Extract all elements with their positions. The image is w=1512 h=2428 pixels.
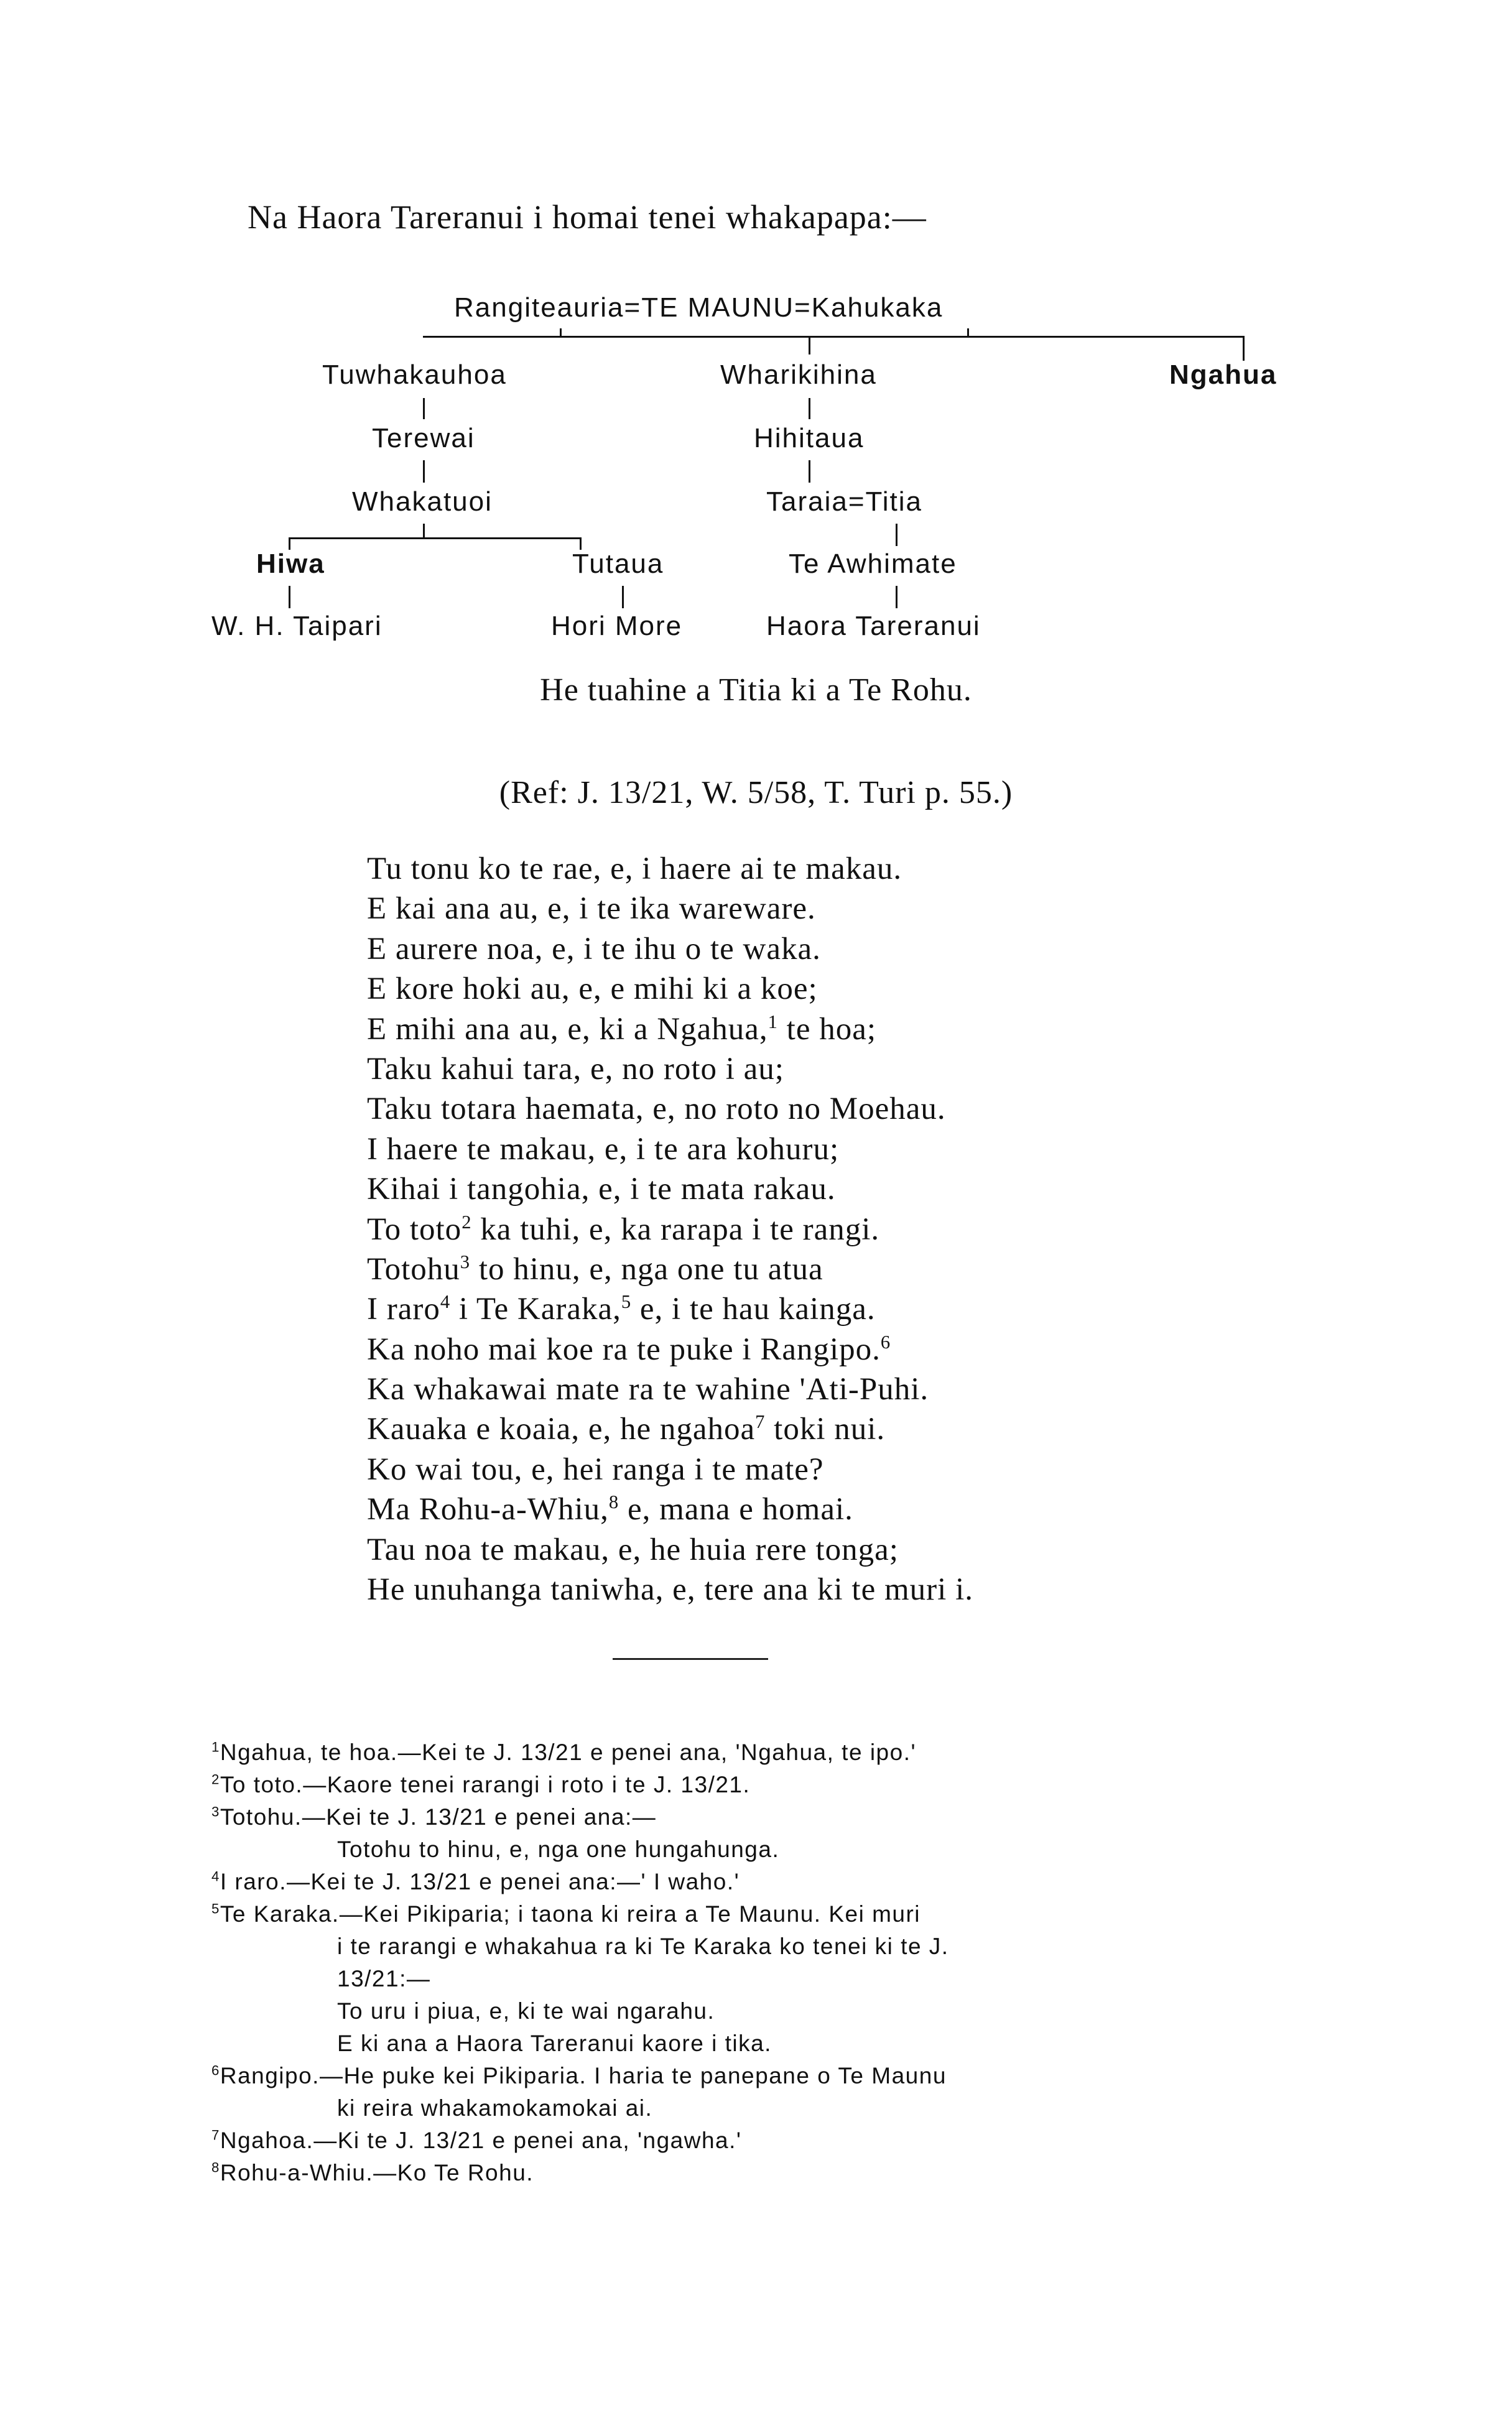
descent-line xyxy=(809,336,810,354)
footnote-text: To uru i piua, e, ki te wai ngarahu. xyxy=(337,1998,715,2024)
footnote-text: E ki ana a Haora Tareranui kaore i tika. xyxy=(337,2031,772,2056)
person-taraia-titia: Taraia=Titia xyxy=(766,486,923,517)
footnote xyxy=(211,1801,949,1833)
person-haora-tareranui: Haora Tareranui xyxy=(766,611,981,641)
poem-text: I raro xyxy=(367,1292,440,1327)
person-terewai: Terewai xyxy=(372,423,475,453)
footnotes xyxy=(211,1736,949,2189)
poem-line xyxy=(367,1490,973,1529)
descent-line xyxy=(423,524,425,537)
descent-line xyxy=(809,460,810,483)
footnote-marker: 4 xyxy=(440,1291,451,1313)
footnote xyxy=(211,1866,949,1898)
poem-line xyxy=(367,1009,973,1049)
section-divider xyxy=(613,1658,768,1660)
poem-line: Tau noa te makau, e, he huia rere tonga; xyxy=(367,1532,899,1567)
poem-line: Ko wai tou, e, hei ranga i te mate? xyxy=(367,1452,824,1487)
poem-line xyxy=(367,1330,973,1369)
descent-line xyxy=(967,328,969,337)
poem-line: He unuhanga taniwha, e, tere ana ki te muri i. xyxy=(367,1572,973,1608)
footnote xyxy=(211,1898,949,1930)
footnote xyxy=(211,2124,949,2157)
poem-text: e, mana e homai. xyxy=(619,1492,853,1527)
footnote-text: 13/21:— xyxy=(337,1966,431,1991)
footnote-continuation xyxy=(211,1963,949,1995)
footnote-marker: 4 xyxy=(211,1868,220,1884)
poem-line xyxy=(367,1289,973,1329)
footnote-marker: 1 xyxy=(211,1739,220,1755)
person-w-h-taipari: W. H. Taipari xyxy=(211,611,383,641)
descent-line xyxy=(809,398,810,419)
poem-text: Kauaka e koaia, e, he ngahoa xyxy=(367,1412,756,1447)
descent-line xyxy=(560,328,562,337)
poem-text: e, i te hau kainga. xyxy=(631,1292,876,1327)
poem-text: E mihi ana au, e, ki a Ngahua, xyxy=(367,1011,768,1047)
poem-text: To toto xyxy=(367,1212,462,1247)
footnote-marker: 3 xyxy=(211,1804,220,1820)
descent-line xyxy=(423,460,425,483)
poem-text: te hoa; xyxy=(777,1011,877,1047)
page-heading: Na Haora Tareranui i homai tenei whakapapa:— xyxy=(248,198,927,236)
poem-line: Kihai i tangohia, e, i te mata rakau. xyxy=(367,1172,836,1207)
footnote-text: To toto.—Kaore tenei rarangi i roto i te J. 13/21. xyxy=(220,1772,751,1797)
poem-text: ka tuhi, e, ka rarapa i te rangi. xyxy=(471,1212,880,1247)
footnote-text: ki reira whakamokamokai ai. xyxy=(337,2095,653,2121)
poem-line: Taku totara haemata, e, no roto no Moehau. xyxy=(367,1091,946,1127)
poem-line: Taku kahui tara, e, no roto i au; xyxy=(367,1051,784,1087)
footnote-continuation xyxy=(211,2027,949,2060)
descent-line xyxy=(896,586,897,608)
descent-line xyxy=(289,537,581,539)
footnote xyxy=(211,1736,949,1769)
person-ngahua: Ngahua xyxy=(1169,359,1278,390)
reference-line: (Ref: J. 13/21, W. 5/58, T. Turi p. 55.) xyxy=(499,775,1013,810)
person-whakatuoi: Whakatuoi xyxy=(352,486,493,517)
footnote-marker: 6 xyxy=(880,1331,891,1353)
poem-line: E kai ana au, e, i te ika wareware. xyxy=(367,891,816,927)
footnote-marker: 2 xyxy=(211,1771,220,1787)
poem-text: Ka noho mai koe ra te puke i Rangipo. xyxy=(367,1332,881,1367)
footnote-continuation xyxy=(211,1995,949,2027)
person-tutaua: Tutaua xyxy=(572,549,664,579)
footnote-text: Rohu-a-Whiu.—Ko Te Rohu. xyxy=(220,2160,534,2185)
footnote-marker: 2 xyxy=(461,1211,472,1233)
footnote xyxy=(211,2157,949,2189)
poem-text: Ma Rohu-a-Whiu, xyxy=(367,1492,609,1527)
footnote-text: Ngahoa.—Ki te J. 13/21 e penei ana, 'ngawha.' xyxy=(220,2128,742,2153)
footnote-marker: 8 xyxy=(211,2159,220,2175)
footnote-text: Rangipo.—He puke kei Pikiparia. I haria te panepane o Te Maunu xyxy=(220,2063,947,2088)
poem-text: toki nui. xyxy=(765,1412,886,1447)
footnote xyxy=(211,2060,949,2092)
footnote-marker: 5 xyxy=(621,1291,632,1313)
descent-line xyxy=(289,537,290,550)
person-te-awhimate: Te Awhimate xyxy=(789,549,957,579)
poem-line xyxy=(367,1210,973,1249)
footnote-text: Totohu to hinu, e, nga one hungahunga. xyxy=(337,1837,780,1862)
footnote-marker: 7 xyxy=(211,2127,220,2143)
footnote-text: I raro.—Kei te J. 13/21 e penei ana:—' I waho.' xyxy=(220,1869,740,1894)
poem-line: E kore hoki au, e, e mihi ki a koe; xyxy=(367,971,818,1007)
footnote-text: Te Karaka.—Kei Pikiparia; i taona ki reira a Te Maunu. Kei muri xyxy=(220,1901,921,1927)
descent-line xyxy=(423,398,425,419)
footnote-continuation xyxy=(211,2092,949,2124)
person-tuwhakauhoa: Tuwhakauhoa xyxy=(322,359,507,390)
footnote-continuation xyxy=(211,1930,949,1963)
footnote-marker: 1 xyxy=(768,1011,778,1032)
person-hiwa: Hiwa xyxy=(256,549,325,579)
footnote-text: Totohu.—Kei te J. 13/21 e penei ana:— xyxy=(220,1804,657,1830)
descent-line xyxy=(896,524,897,546)
footnote-marker: 8 xyxy=(608,1491,619,1513)
footnote-text: i te rarangi e whakahua ra ki Te Karaka ko tenei ki te J. xyxy=(337,1934,949,1959)
footnote xyxy=(211,1769,949,1801)
genealogy-top: Rangiteauria=TE MAUNU=Kahukaka xyxy=(454,292,944,323)
genealogy-caption: He tuahine a Titia ki a Te Rohu. xyxy=(540,672,972,708)
poem-text: i Te Karaka, xyxy=(450,1292,621,1327)
poem xyxy=(367,849,973,1610)
footnote-marker: 3 xyxy=(460,1251,471,1272)
footnote-continuation xyxy=(211,1833,949,1866)
footnote-text: Ngahua, te hoa.—Kei te J. 13/21 e penei ana, 'Ngahua, te ipo.' xyxy=(220,1740,917,1765)
descent-line xyxy=(289,586,290,608)
descent-line xyxy=(1243,336,1245,361)
poem-text: to hinu, e, nga one tu atua xyxy=(470,1251,823,1287)
descent-line xyxy=(423,336,1244,338)
person-hihitaua: Hihitaua xyxy=(754,423,865,453)
person-wharikihina: Wharikihina xyxy=(720,359,877,390)
poem-line xyxy=(367,1249,973,1289)
poem-line: Tu tonu ko te rae, e, i haere ai te makau. xyxy=(367,851,902,886)
poem-line: Ka whakawai mate ra te wahine 'Ati-Puhi. xyxy=(367,1372,929,1407)
footnote-marker: 6 xyxy=(211,2062,220,2078)
footnote-marker: 5 xyxy=(211,1901,220,1917)
person-hori-more: Hori More xyxy=(551,611,683,641)
poem-line: I haere te makau, e, i te ara kohuru; xyxy=(367,1131,840,1167)
descent-line xyxy=(580,537,582,550)
footnote-marker: 7 xyxy=(755,1411,766,1433)
poem-line xyxy=(367,1409,973,1449)
descent-line xyxy=(622,586,624,608)
poem-line: E aurere noa, e, i te ihu o te waka. xyxy=(367,931,821,966)
poem-text: Totohu xyxy=(367,1251,460,1287)
